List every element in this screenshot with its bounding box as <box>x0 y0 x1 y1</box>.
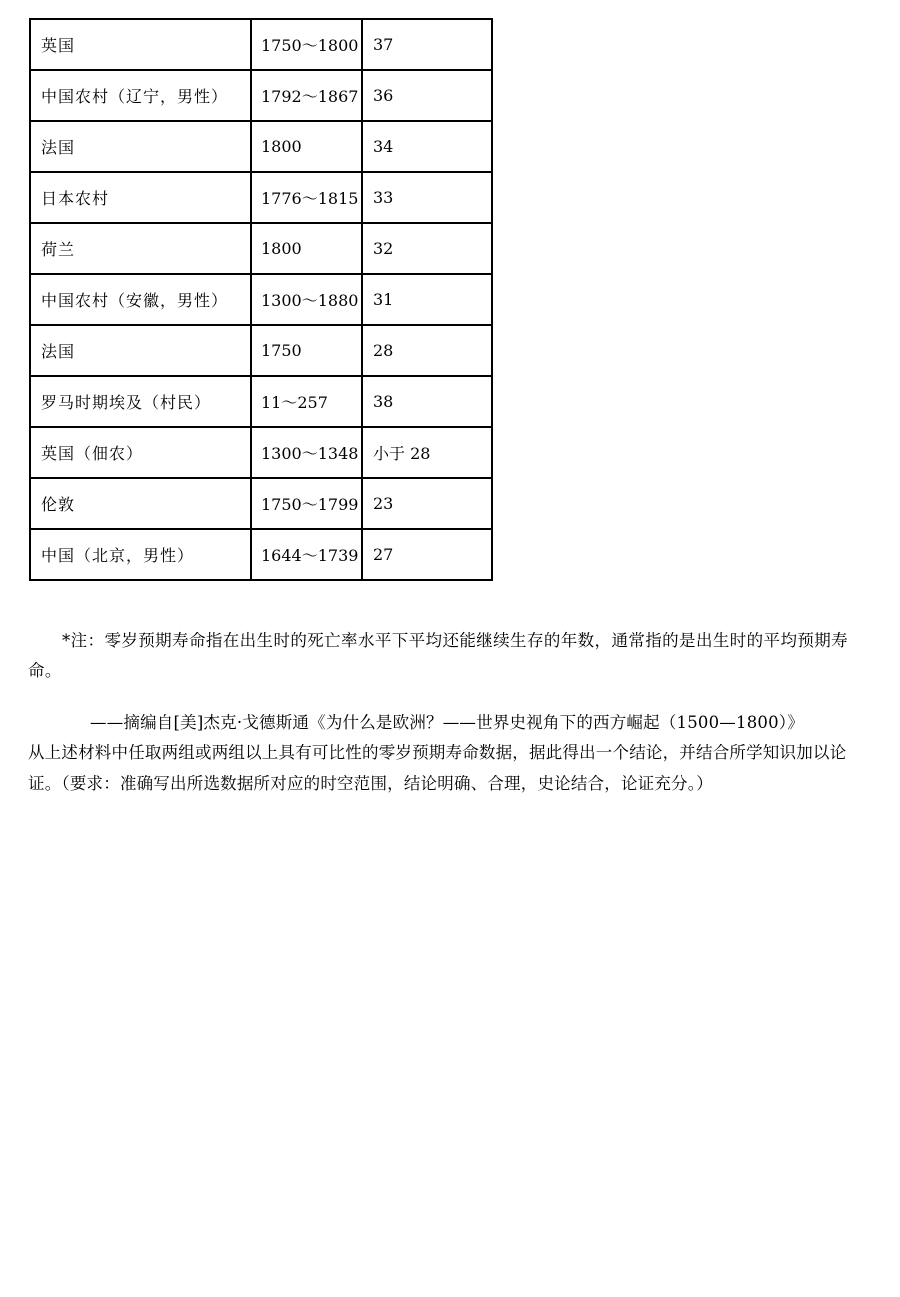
period-cell: 1750～1800 <box>251 19 362 70</box>
table-row <box>30 172 492 223</box>
life-expectancy-cell: 32 <box>362 223 492 274</box>
region-cell: 英国（佃农） <box>30 427 251 478</box>
table-row <box>30 529 492 580</box>
region-cell: 法国 <box>30 325 251 376</box>
table-row <box>30 274 492 325</box>
life-expectancy-cell: 33 <box>362 172 492 223</box>
region-cell: 中国农村（辽宁，男性） <box>30 70 251 121</box>
footnote: *注：零岁预期寿命指在出生时的死亡率水平下平均还能继续生存的年数，通常指的是出生时的平均预期寿命。 <box>28 631 849 680</box>
period-cell: 1800 <box>251 121 362 172</box>
life-expectancy-cell: 27 <box>362 529 492 580</box>
table-row <box>30 19 492 70</box>
table-row <box>30 427 492 478</box>
region-cell: 伦敦 <box>30 478 251 529</box>
region-cell: 中国（北京，男性） <box>30 529 251 580</box>
life-expectancy-cell: 36 <box>362 70 492 121</box>
period-cell: 1644～1739 <box>251 529 362 580</box>
life-expectancy-cell: 38 <box>362 376 492 427</box>
region-cell: 罗马时期埃及（村民） <box>30 376 251 427</box>
period-cell: 1750～1799 <box>251 478 362 529</box>
life-expectancy-cell: 31 <box>362 274 492 325</box>
question-text: 从上述材料中任取两组或两组以上具有可比性的零岁预期寿命数据，据此得出一个结论，并结合所学知识加以论证。（要求：准确写出所选数据所对应的时空范围，结论明确、合理，史论结合，论证充分。） <box>28 743 847 793</box>
life-expectancy-table <box>29 18 493 581</box>
period-cell: 11～257 <box>251 376 362 427</box>
table-row <box>30 70 492 121</box>
region-cell: 中国农村（安徽，男性） <box>30 274 251 325</box>
period-cell: 1792～1867 <box>251 70 362 121</box>
region-cell: 英国 <box>30 19 251 70</box>
region-cell: 法国 <box>30 121 251 172</box>
table-row <box>30 121 492 172</box>
life-expectancy-cell: 23 <box>362 478 492 529</box>
life-expectancy-cell: 37 <box>362 19 492 70</box>
region-cell: 日本农村 <box>30 172 251 223</box>
table-row <box>30 478 492 529</box>
period-cell: 1800 <box>251 223 362 274</box>
life-expectancy-cell: 小于 28 <box>362 427 492 478</box>
table-row <box>30 376 492 427</box>
life-expectancy-cell: 28 <box>362 325 492 376</box>
period-cell: 1776～1815 <box>251 172 362 223</box>
period-cell: 1300～1348 <box>251 427 362 478</box>
period-cell: 1750 <box>251 325 362 376</box>
table-row <box>30 223 492 274</box>
source-citation: ——摘编自[美]杰克·戈德斯通《为什么是欧洲？——世界史视角下的西方崛起（1500—1800）》 <box>90 713 804 732</box>
life-expectancy-cell: 34 <box>362 121 492 172</box>
period-cell: 1300～1880 <box>251 274 362 325</box>
table-row <box>30 325 492 376</box>
region-cell: 荷兰 <box>30 223 251 274</box>
